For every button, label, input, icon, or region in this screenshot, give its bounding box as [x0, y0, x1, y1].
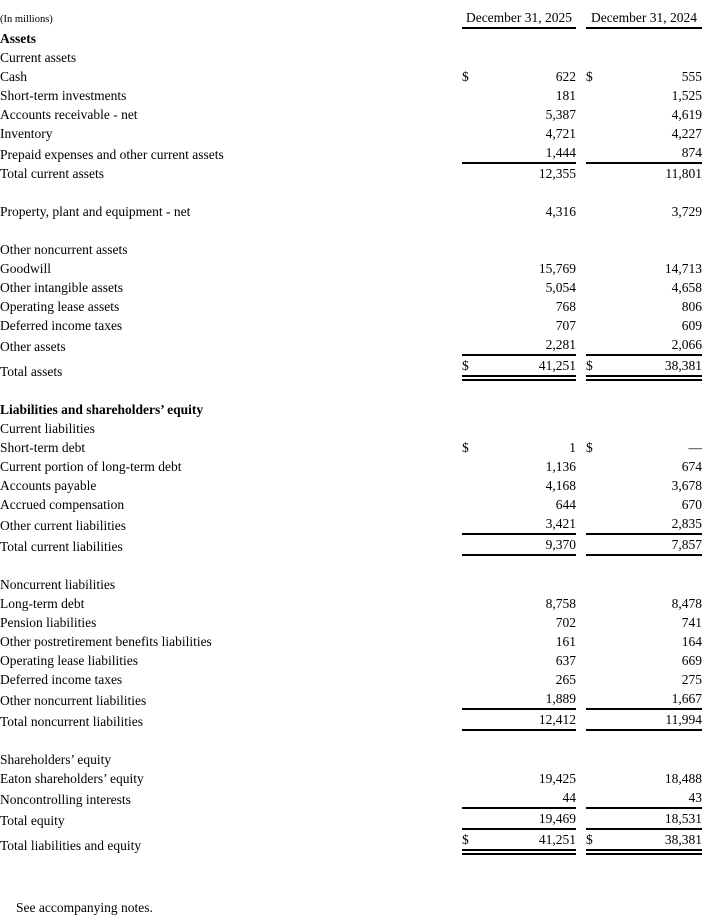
dollar-sign-2024 [586, 575, 606, 594]
dollar-sign-2025 [462, 750, 482, 769]
row-label: Long-term debt [0, 596, 85, 611]
column-gap [576, 202, 586, 221]
table-row [0, 689, 702, 710]
table-row [0, 297, 702, 316]
spacer-cell [0, 556, 702, 575]
dollar-sign-2025 [462, 278, 482, 297]
column-gap [576, 689, 586, 710]
row-label: Current assets [0, 50, 77, 65]
dollar-sign-2025 [462, 476, 482, 495]
column-gap [576, 316, 586, 335]
value-2025: 1 [569, 440, 576, 455]
table-row [0, 750, 702, 769]
column-gap [576, 124, 586, 143]
value-2025: 5,054 [545, 280, 576, 295]
table-row [0, 67, 702, 86]
column-gap [576, 297, 586, 316]
dollar-sign-2025 [462, 400, 482, 419]
column-gap [576, 143, 586, 164]
dollar-sign-2025 [462, 535, 482, 556]
dollar-sign-2025 [462, 419, 482, 438]
dollar-sign-2025: $ [462, 356, 482, 381]
row-label: Deferred income taxes [0, 318, 123, 333]
value-2025: 1,444 [482, 143, 576, 164]
value-2024: 4,658 [671, 280, 702, 295]
dollar-sign-2025 [462, 124, 482, 143]
spacer-row [0, 731, 702, 750]
table-row [0, 29, 702, 48]
value-2025: 4,168 [545, 478, 576, 493]
table-row [0, 335, 702, 356]
dollar-sign-2024 [586, 164, 606, 183]
footnote: See accompanying notes. [16, 900, 153, 915]
column-gap [576, 710, 586, 731]
row-label: Short-term debt [0, 440, 86, 455]
column-gap [576, 476, 586, 495]
column-gap [576, 400, 586, 419]
row-label: Total assets [0, 364, 63, 379]
column-gap [576, 48, 586, 67]
table-row [0, 514, 702, 535]
row-label: Accrued compensation [0, 497, 125, 512]
value-2024: 38,381 [606, 830, 702, 855]
table-row [0, 788, 702, 809]
column-gap [576, 575, 586, 594]
column-gap [576, 356, 586, 381]
dollar-sign-2025 [462, 495, 482, 514]
dollar-sign-2025 [462, 259, 482, 278]
dollar-sign-2024 [586, 48, 606, 67]
value-2025 [482, 29, 576, 48]
table-row [0, 400, 702, 419]
value-2025 [482, 48, 576, 67]
table-row [0, 316, 702, 335]
dollar-sign-2025 [462, 29, 482, 48]
table-row [0, 438, 702, 457]
dollar-sign-2024 [586, 651, 606, 670]
value-2025: 4,316 [545, 204, 576, 219]
value-2025: 644 [555, 497, 576, 512]
row-label: Eaton shareholders’ equity [0, 771, 144, 786]
dollar-sign-2024 [586, 202, 606, 221]
value-2025: 19,425 [538, 771, 576, 786]
table-row [0, 535, 702, 556]
value-2024: 2,066 [606, 335, 702, 356]
dollar-sign-2024 [586, 400, 606, 419]
value-2025: 637 [555, 653, 576, 668]
column-header-2025: December 31, 2025 [462, 8, 576, 29]
dollar-sign-2024 [586, 594, 606, 613]
table-row [0, 632, 702, 651]
dollar-sign-2024 [586, 613, 606, 632]
dollar-sign-2025 [462, 632, 482, 651]
row-label: Noncontrolling interests [0, 792, 131, 807]
column-gap [576, 457, 586, 476]
value-2025: 9,370 [482, 535, 576, 556]
spacer-row [0, 556, 702, 575]
dollar-sign-2025 [462, 202, 482, 221]
column-gap [576, 535, 586, 556]
dollar-sign-2025 [462, 457, 482, 476]
dollar-sign-2025 [462, 613, 482, 632]
dollar-sign-2024 [586, 689, 606, 710]
spacer-cell [0, 381, 702, 400]
dollar-sign-2025 [462, 788, 482, 809]
value-2024: 670 [681, 497, 702, 512]
dollar-sign-2025 [462, 335, 482, 356]
column-gap [576, 594, 586, 613]
row-label: Assets [0, 31, 36, 46]
value-2024: 806 [681, 299, 702, 314]
row-label: Current portion of long-term debt [0, 459, 182, 474]
row-label: Total current liabilities [0, 539, 123, 554]
value-2024: 14,713 [664, 261, 702, 276]
value-2025: 12,355 [538, 166, 576, 181]
value-2024: 555 [681, 69, 702, 84]
value-2024: 11,801 [665, 166, 702, 181]
row-label: Operating lease liabilities [0, 653, 138, 668]
row-label: Total equity [0, 813, 65, 828]
table-row [0, 356, 702, 381]
column-gap [576, 259, 586, 278]
value-2025: 265 [555, 672, 576, 687]
row-label: Cash [0, 69, 27, 84]
value-2025: 1,136 [545, 459, 576, 474]
value-2024: 4,619 [671, 107, 702, 122]
value-2024 [606, 750, 702, 769]
dollar-sign-2024 [586, 419, 606, 438]
dollar-sign-2025 [462, 594, 482, 613]
value-2024: 275 [681, 672, 702, 687]
dollar-sign-2025 [462, 514, 482, 535]
spacer-cell [0, 221, 702, 240]
dollar-sign-2025 [462, 809, 482, 830]
spacer-row [0, 221, 702, 240]
value-2024: — [688, 440, 702, 455]
dollar-sign-2024 [586, 670, 606, 689]
row-label: Noncurrent liabilities [0, 577, 116, 592]
dollar-sign-2025: $ [462, 69, 469, 84]
table-row [0, 651, 702, 670]
dollar-sign-2024: $ [586, 356, 606, 381]
row-label: Prepaid expenses and other current assets [0, 147, 224, 162]
column-gap [576, 495, 586, 514]
value-2024 [606, 29, 702, 48]
value-2024: 3,729 [671, 204, 702, 219]
value-2024: 43 [606, 788, 702, 809]
column-gap [576, 788, 586, 809]
units-label: (In millions) [0, 14, 53, 25]
dollar-sign-2024 [586, 278, 606, 297]
row-label: Other assets [0, 339, 66, 354]
value-2025: 707 [555, 318, 576, 333]
dollar-sign-2024 [586, 769, 606, 788]
dollar-sign-2025: $ [462, 440, 469, 455]
dollar-sign-2025 [462, 769, 482, 788]
dollar-sign-2024 [586, 29, 606, 48]
row-label: Pension liabilities [0, 615, 97, 630]
table-row [0, 202, 702, 221]
dollar-sign-2024 [586, 316, 606, 335]
dollar-sign-2024 [586, 143, 606, 164]
row-label: Operating lease assets [0, 299, 120, 314]
value-2024: 8,478 [671, 596, 702, 611]
column-header-2024: December 31, 2024 [586, 8, 702, 29]
table-row [0, 575, 702, 594]
table-row [0, 809, 702, 830]
value-2025: 41,251 [482, 356, 576, 381]
value-2025: 15,769 [538, 261, 576, 276]
value-2024 [606, 419, 702, 438]
row-label: Other current liabilities [0, 518, 126, 533]
dollar-sign-2025 [462, 689, 482, 710]
value-2024: 18,531 [606, 809, 702, 830]
value-2025: 1,889 [482, 689, 576, 710]
row-label: Deferred income taxes [0, 672, 123, 687]
row-label: Short-term investments [0, 88, 127, 103]
table-row [0, 495, 702, 514]
value-2025: 8,758 [545, 596, 576, 611]
column-gap [576, 613, 586, 632]
value-2025 [482, 575, 576, 594]
value-2024: 4,227 [671, 126, 702, 141]
row-label: Shareholders’ equity [0, 752, 112, 767]
table-row [0, 419, 702, 438]
table-row [0, 48, 702, 67]
row-label: Total noncurrent liabilities [0, 714, 144, 729]
column-gap [576, 438, 586, 457]
balance-sheet-table [0, 8, 702, 855]
table-row [0, 830, 702, 855]
dollar-sign-2024 [586, 514, 606, 535]
dollar-sign-2025 [462, 86, 482, 105]
row-label: Inventory [0, 126, 53, 141]
dollar-sign-2024 [586, 240, 606, 259]
value-2025: 19,469 [482, 809, 576, 830]
column-gap [576, 419, 586, 438]
dollar-sign-2024 [586, 632, 606, 651]
value-2025: 41,251 [482, 830, 576, 855]
value-2025 [482, 750, 576, 769]
column-gap [576, 651, 586, 670]
value-2025: 181 [555, 88, 576, 103]
column-gap [576, 769, 586, 788]
row-label: Accounts receivable - net [0, 107, 138, 122]
spacer-row [0, 381, 702, 400]
dollar-sign-2024 [586, 335, 606, 356]
row-label: Current liabilities [0, 421, 95, 436]
table-row [0, 769, 702, 788]
value-2024: 18,488 [664, 771, 702, 786]
table-row [0, 240, 702, 259]
value-2024: 874 [606, 143, 702, 164]
column-gap [576, 29, 586, 48]
column-gap [576, 8, 586, 29]
column-gap [576, 105, 586, 124]
column-gap [576, 86, 586, 105]
dollar-sign-2025 [462, 240, 482, 259]
value-2024: 1,525 [671, 88, 702, 103]
column-gap [576, 830, 586, 855]
value-2025: 622 [555, 69, 576, 84]
dollar-sign-2025: $ [462, 830, 482, 855]
row-label: Total current assets [0, 166, 105, 181]
row-label: Other postretirement benefits liabilities [0, 634, 212, 649]
dollar-sign-2024 [586, 710, 606, 731]
dollar-sign-2024 [586, 788, 606, 809]
value-2024: 7,857 [606, 535, 702, 556]
value-2024 [606, 48, 702, 67]
table-row [0, 476, 702, 495]
table-row [0, 670, 702, 689]
value-2025: 2,281 [482, 335, 576, 356]
column-gap [576, 632, 586, 651]
table-row [0, 124, 702, 143]
column-header-row [0, 8, 702, 29]
row-label: Other noncurrent assets [0, 242, 128, 257]
dollar-sign-2025 [462, 575, 482, 594]
dollar-sign-2025 [462, 48, 482, 67]
dollar-sign-2024 [586, 535, 606, 556]
spacer-row [0, 183, 702, 202]
table-row [0, 105, 702, 124]
value-2024: 674 [681, 459, 702, 474]
column-gap [576, 335, 586, 356]
column-gap [576, 164, 586, 183]
value-2025: 5,387 [545, 107, 576, 122]
value-2024: 609 [681, 318, 702, 333]
value-2024: 164 [681, 634, 702, 649]
value-2025: 4,721 [545, 126, 576, 141]
column-gap [576, 67, 586, 86]
spacer-cell [0, 183, 702, 202]
dollar-sign-2024 [586, 86, 606, 105]
dollar-sign-2025 [462, 164, 482, 183]
value-2024 [606, 575, 702, 594]
value-2024: 741 [681, 615, 702, 630]
dollar-sign-2025 [462, 105, 482, 124]
value-2025: 702 [555, 615, 576, 630]
value-2024: 38,381 [606, 356, 702, 381]
dollar-sign-2025 [462, 670, 482, 689]
dollar-sign-2024 [586, 297, 606, 316]
table-row [0, 259, 702, 278]
column-gap [576, 670, 586, 689]
dollar-sign-2025 [462, 651, 482, 670]
value-2025 [482, 240, 576, 259]
dollar-sign-2024 [586, 750, 606, 769]
table-row [0, 278, 702, 297]
dollar-sign-2024 [586, 495, 606, 514]
table-row [0, 457, 702, 476]
table-row [0, 613, 702, 632]
value-2024: 2,835 [606, 514, 702, 535]
spacer-cell [0, 731, 702, 750]
table-row [0, 594, 702, 613]
row-label: Total liabilities and equity [0, 838, 142, 853]
value-2025: 768 [555, 299, 576, 314]
dollar-sign-2024 [586, 457, 606, 476]
dollar-sign-2025 [462, 316, 482, 335]
dollar-sign-2024 [586, 476, 606, 495]
row-label: Other intangible assets [0, 280, 123, 295]
row-label: Property, plant and equipment - net [0, 204, 191, 219]
dollar-sign-2024 [586, 259, 606, 278]
value-2025: 3,421 [482, 514, 576, 535]
dollar-sign-2025 [462, 710, 482, 731]
value-2025 [482, 400, 576, 419]
row-label: Other noncurrent liabilities [0, 693, 147, 708]
column-gap [576, 809, 586, 830]
value-2024: 669 [681, 653, 702, 668]
value-2025 [482, 419, 576, 438]
dollar-sign-2024: $ [586, 440, 593, 455]
value-2025: 161 [555, 634, 576, 649]
value-2025: 44 [482, 788, 576, 809]
row-label: Liabilities and shareholders’ equity [0, 402, 204, 417]
value-2024: 3,678 [671, 478, 702, 493]
dollar-sign-2025 [462, 143, 482, 164]
dollar-sign-2024: $ [586, 830, 606, 855]
value-2025: 12,412 [482, 710, 576, 731]
row-label: Accounts payable [0, 478, 97, 493]
value-2024: 11,994 [606, 710, 702, 731]
table-row [0, 710, 702, 731]
column-gap [576, 514, 586, 535]
table-row [0, 86, 702, 105]
column-gap [576, 750, 586, 769]
table-row [0, 143, 702, 164]
column-gap [576, 240, 586, 259]
value-2024: 1,667 [606, 689, 702, 710]
dollar-sign-2024 [586, 124, 606, 143]
dollar-sign-2024 [586, 105, 606, 124]
value-2024 [606, 400, 702, 419]
value-2024 [606, 240, 702, 259]
column-gap [576, 278, 586, 297]
table-row [0, 164, 702, 183]
dollar-sign-2024: $ [586, 69, 593, 84]
row-label: Goodwill [0, 261, 52, 276]
dollar-sign-2025 [462, 297, 482, 316]
dollar-sign-2024 [586, 809, 606, 830]
